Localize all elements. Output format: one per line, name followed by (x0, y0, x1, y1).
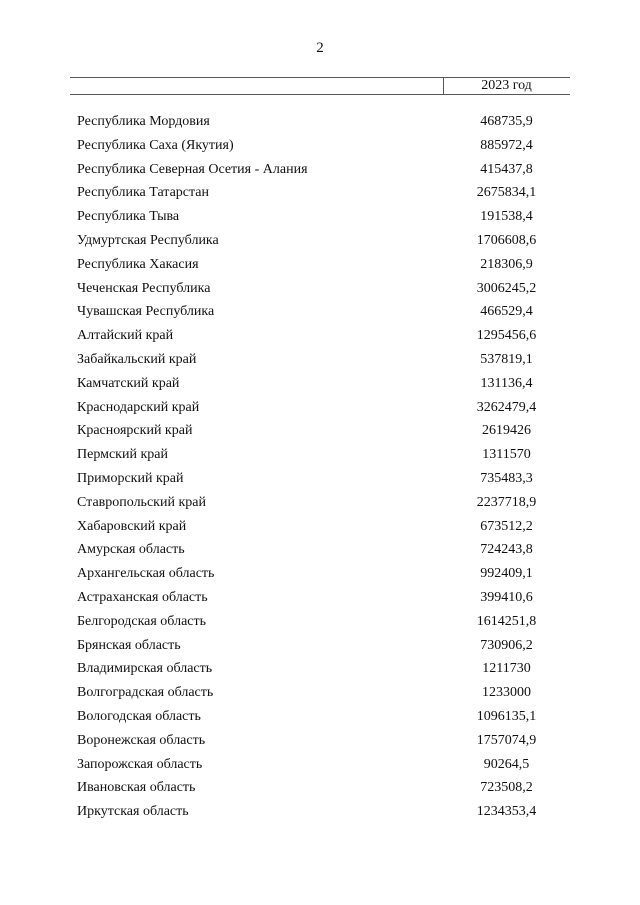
table-row (0, 348, 640, 372)
region-value: 1096135,1 (476, 708, 537, 724)
region-value: 191538,4 (480, 209, 533, 225)
table-row (0, 110, 640, 134)
region-name: Чеченская Республика (77, 280, 211, 296)
table-row (0, 419, 640, 443)
table-row (0, 705, 640, 729)
region-value: 1757074,9 (476, 732, 537, 748)
table-row (0, 800, 640, 824)
region-value: 1311570 (482, 447, 531, 463)
region-value: 673512,2 (480, 518, 533, 534)
region-value: 415437,8 (480, 161, 533, 177)
region-name: Амурская область (77, 542, 185, 558)
table-row (0, 158, 640, 182)
region-name: Республика Мордовия (77, 114, 210, 129)
table-body (0, 110, 640, 824)
region-name: Забайкальский край (77, 351, 197, 367)
column-header-year: 2023 год (481, 78, 532, 93)
region-name: Ивановская область (77, 780, 196, 796)
region-value: 399410,6 (480, 589, 533, 605)
region-value: 735483,3 (480, 470, 533, 486)
region-value: 2675834,1 (476, 185, 537, 201)
table-row (0, 610, 640, 634)
table-row (0, 753, 640, 777)
table-row (0, 229, 640, 253)
region-name: Вологодская область (77, 708, 201, 724)
page-number: 2 (316, 40, 324, 56)
region-name: Республика Тыва (77, 209, 180, 225)
region-name: Республика Саха (Якутия) (77, 137, 234, 153)
region-name: Красноярский край (77, 423, 193, 439)
region-value: 466529,4 (480, 304, 533, 320)
region-name: Пермский край (77, 447, 168, 463)
table-row (0, 372, 640, 396)
region-name: Хабаровский край (77, 518, 187, 534)
region-value: 992409,1 (480, 566, 533, 582)
region-value: 2619426 (482, 423, 531, 439)
table-row (0, 253, 640, 277)
region-name: Республика Хакасия (77, 256, 199, 272)
region-name: Брянская область (77, 637, 181, 653)
region-name: Ставропольский край (77, 494, 206, 510)
region-name: Воронежская область (77, 732, 206, 748)
region-value: 1706608,6 (476, 232, 537, 248)
region-name: Алтайский край (77, 328, 174, 344)
region-value: 1614251,8 (476, 613, 537, 629)
region-name: Астраханская область (77, 589, 208, 605)
table-row (0, 396, 640, 420)
table-row (0, 134, 640, 158)
table-row (0, 634, 640, 658)
region-name: Владимирская область (77, 661, 213, 677)
region-value: 885972,4 (480, 137, 533, 153)
region-value: 3262479,4 (476, 399, 537, 415)
table-row (0, 443, 640, 467)
table-row (0, 776, 640, 800)
region-value: 3006245,2 (476, 280, 537, 296)
region-value: 1295456,6 (476, 328, 537, 344)
region-name: Белгородская область (77, 613, 207, 629)
region-name: Запорожская область (77, 756, 203, 772)
table-row (0, 467, 640, 491)
table-row (0, 681, 640, 705)
region-name: Республика Северная Осетия - Алания (77, 161, 308, 177)
region-name: Иркутская область (77, 804, 189, 820)
table-row (0, 657, 640, 681)
region-name: Краснодарский край (77, 399, 200, 415)
region-value: 1211730 (482, 661, 531, 677)
table-row (0, 515, 640, 539)
region-value: 723508,2 (480, 780, 533, 796)
table-row (0, 538, 640, 562)
region-value: 724243,8 (480, 542, 533, 558)
region-value: 90264,5 (483, 756, 530, 772)
region-value: 218306,9 (480, 256, 533, 272)
region-name: Камчатский край (77, 375, 180, 391)
region-name: Архангельская область (77, 566, 215, 582)
table-row (0, 491, 640, 515)
table-row (0, 181, 640, 205)
region-name: Удмуртская Республика (77, 232, 219, 248)
region-name: Волгоградская область (77, 685, 214, 701)
table-row (0, 729, 640, 753)
region-value: 537819,1 (480, 351, 533, 367)
region-name: Чувашская Республика (77, 304, 215, 320)
region-value: 730906,2 (480, 637, 533, 653)
table-row (0, 205, 640, 229)
region-name: Приморский край (77, 470, 184, 486)
table-row (0, 324, 640, 348)
table-header-bottom-rule (70, 94, 570, 95)
region-name: Республика Татарстан (77, 185, 210, 201)
table-row (0, 300, 640, 324)
region-value: 1234353,4 (476, 804, 537, 820)
region-value: 468735,9 (480, 114, 533, 129)
table-row (0, 277, 640, 301)
region-value: 131136,4 (480, 375, 533, 391)
table-row (0, 586, 640, 610)
region-value: 1233000 (482, 685, 531, 701)
region-value: 2237718,9 (476, 494, 537, 510)
table-row (0, 562, 640, 586)
